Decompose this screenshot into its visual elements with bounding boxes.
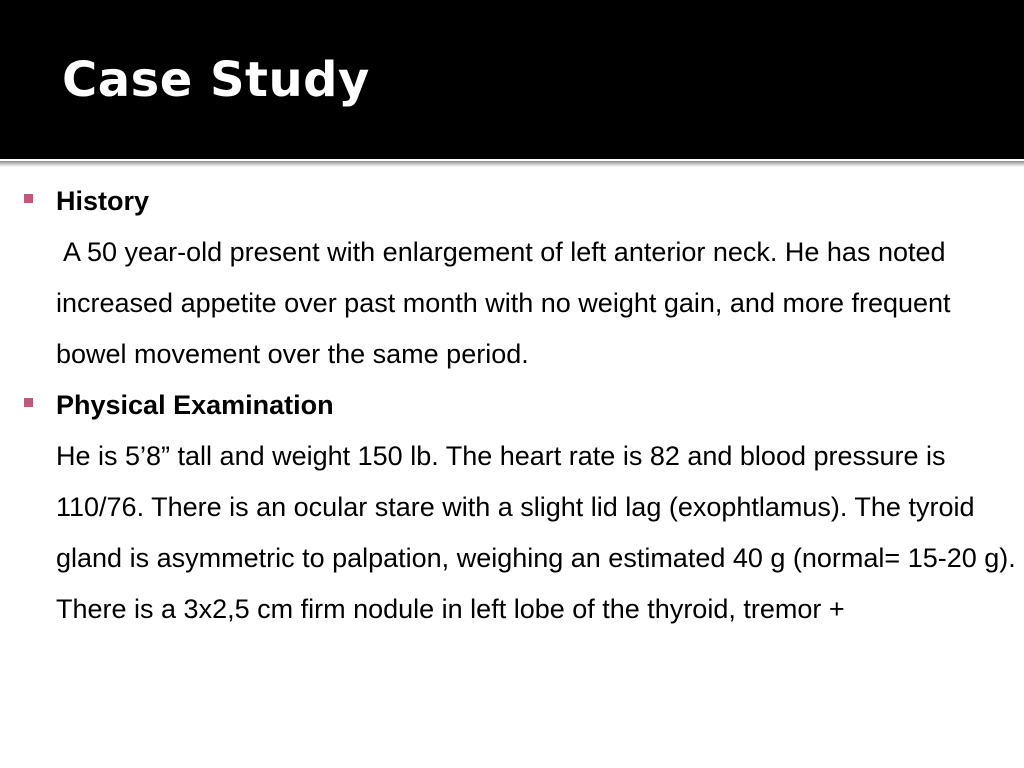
title-bar <box>0 0 1024 158</box>
physical-examination-heading: Physical Examination <box>56 390 334 420</box>
square-bullet-icon <box>24 398 33 407</box>
square-bullet-icon <box>24 194 33 203</box>
title-divider <box>0 158 1024 167</box>
slide-content <box>0 176 1024 635</box>
history-heading: History <box>56 186 150 216</box>
physical-examination-section <box>0 380 1024 635</box>
slide-title: Case Study <box>62 52 370 108</box>
physical-examination-text: He is 5’8” tall and weight 150 lb. The heart rate is 82 and blood pressure is 110/76. There is an ocular stare with a slight lid lag (exophtlamus). The tyroid gland is asymmetric to palpation, weighing an estimated 40 g (normal= 15-20 g). There is a 3x2,5 cm firm nodule in left lobe of the thyroid, tremor + <box>56 441 1016 624</box>
history-section <box>0 176 1024 380</box>
history-text: A 50 year-old present with enlargement of left anterior neck. He has noted increased appetite over past month with no weight gain, and more frequent bowel movement over the same period. <box>56 237 951 369</box>
